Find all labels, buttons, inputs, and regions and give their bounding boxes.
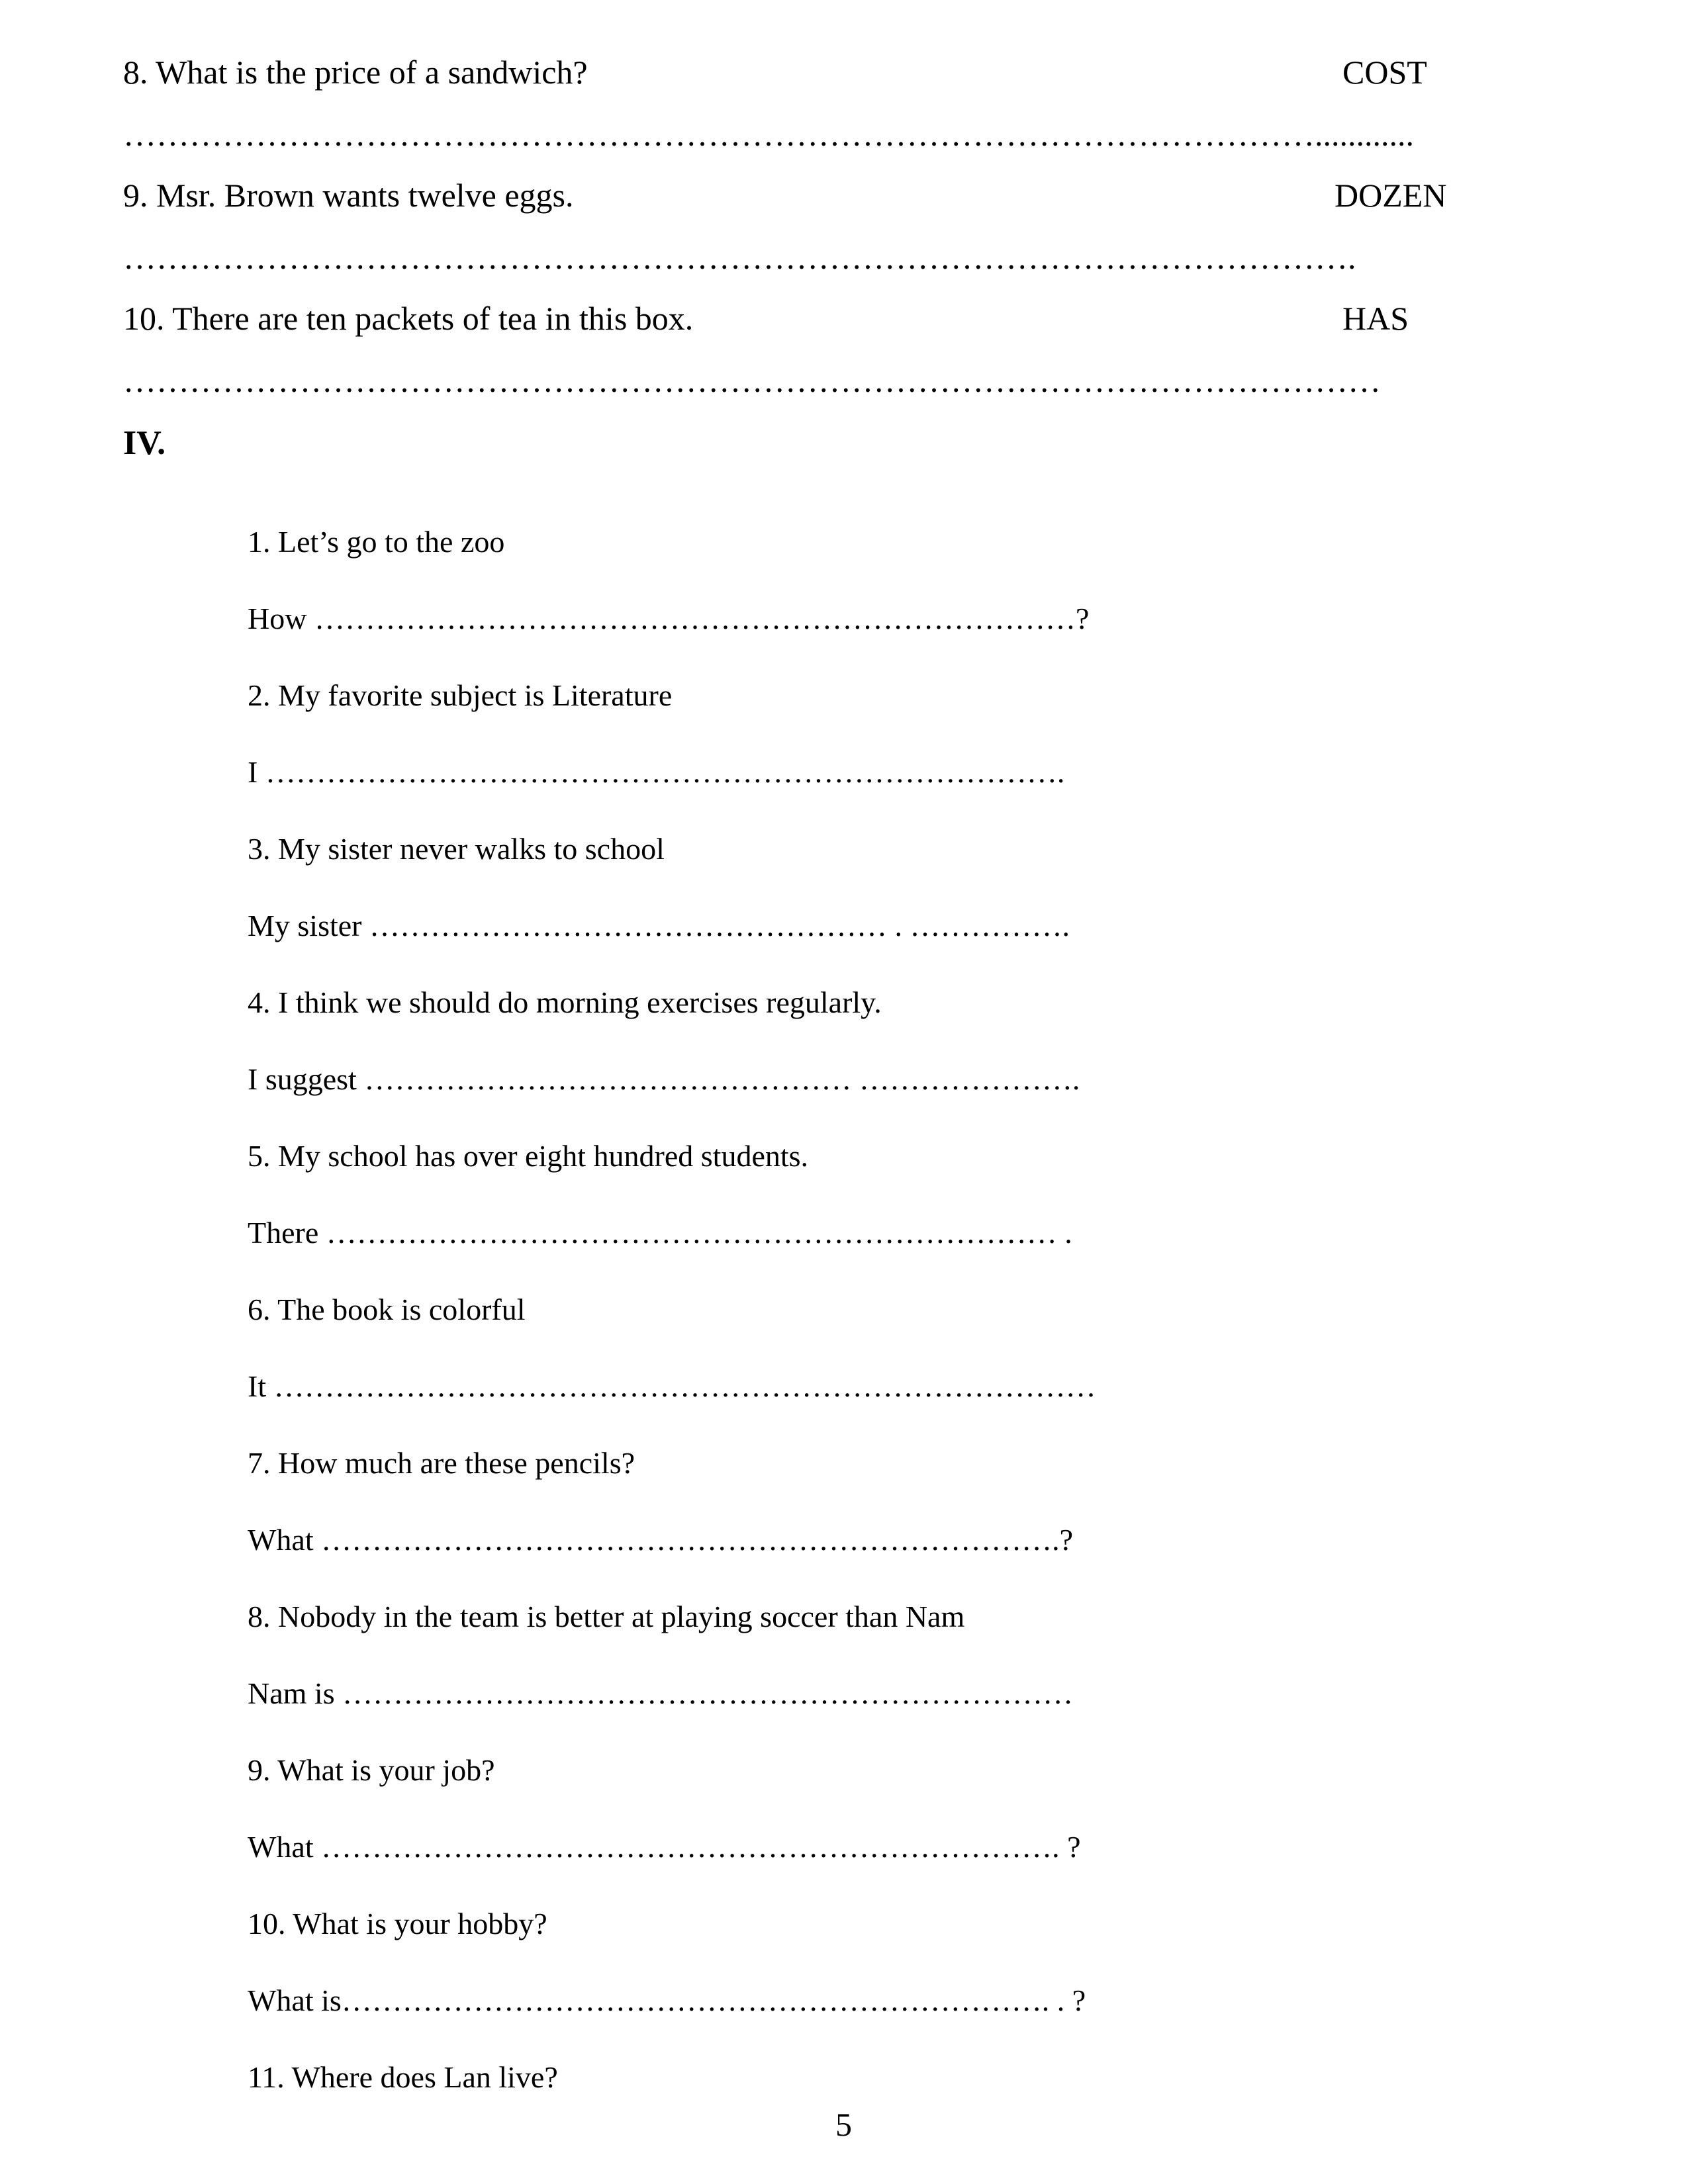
rewrite-prompt: 10. What is your hobby?	[248, 1907, 547, 1940]
rewrite-answer-line: How …………………………………………………………………?	[248, 602, 1090, 635]
rewrite-answer-line: My sister …………………………………………… . …………….	[248, 909, 1070, 942]
exercise-sentence: 10. There are ten packets of tea in this box.	[123, 300, 694, 337]
exercise-sentence: 9. Msr. Brown wants twelve eggs.	[123, 177, 574, 214]
rewrite-prompt: 2. My favorite subject is Literature	[248, 678, 673, 712]
rewrite-prompt: 3. My sister never walks to school	[248, 832, 665, 866]
rewrite-prompt: 5. My school has over eight hundred students.	[248, 1139, 809, 1173]
rewrite-answer-line: I suggest ………………………………………… ………………….	[248, 1062, 1080, 1096]
rewrite-prompt: 9. What is your job?	[248, 1753, 495, 1787]
answer-line: ……………………………………………………………………………………………………	[123, 362, 1381, 399]
section-heading: IV.	[123, 424, 166, 462]
rewrite-prompt: 4. I think we should do morning exercises regularly.	[248, 985, 882, 1019]
answer-line: ………………………………………………………………………………………………….	[123, 239, 1356, 276]
keyword: COST	[1342, 54, 1427, 91]
rewrite-answer-line: What is……………………………………………………………. . ?	[248, 1983, 1086, 2017]
rewrite-prompt: 8. Nobody in the team is better at playing soccer than Nam	[248, 1600, 965, 1633]
page-number: 5	[835, 2106, 852, 2143]
keyword: HAS	[1342, 300, 1409, 337]
rewrite-answer-line: I …………………………………………………………………….	[248, 755, 1065, 789]
rewrite-prompt: 7. How much are these pencils?	[248, 1446, 635, 1480]
rewrite-answer-line: It ………………………………………………………………………	[248, 1369, 1096, 1403]
rewrite-answer-line: Nam is ………………………………………………………………	[248, 1676, 1074, 1710]
exercise-sentence: 8. What is the price of a sandwich?	[123, 54, 588, 91]
rewrite-answer-line: There ……………………………………………………………… .	[248, 1216, 1072, 1250]
rewrite-prompt: 11. Where does Lan live?	[248, 2060, 558, 2094]
answer-line: ………………………………………………………………………………………………............	[123, 116, 1414, 153]
rewrite-prompt: 6. The book is colorful	[248, 1293, 526, 1326]
keyword: DOZEN	[1335, 177, 1447, 214]
rewrite-prompt: 1. Let’s go to the zoo	[248, 525, 505, 559]
rewrite-answer-line: What ………………………………………………………………. ?	[248, 1830, 1081, 1864]
rewrite-answer-line: What ……………………………………………………………….?	[248, 1523, 1074, 1557]
